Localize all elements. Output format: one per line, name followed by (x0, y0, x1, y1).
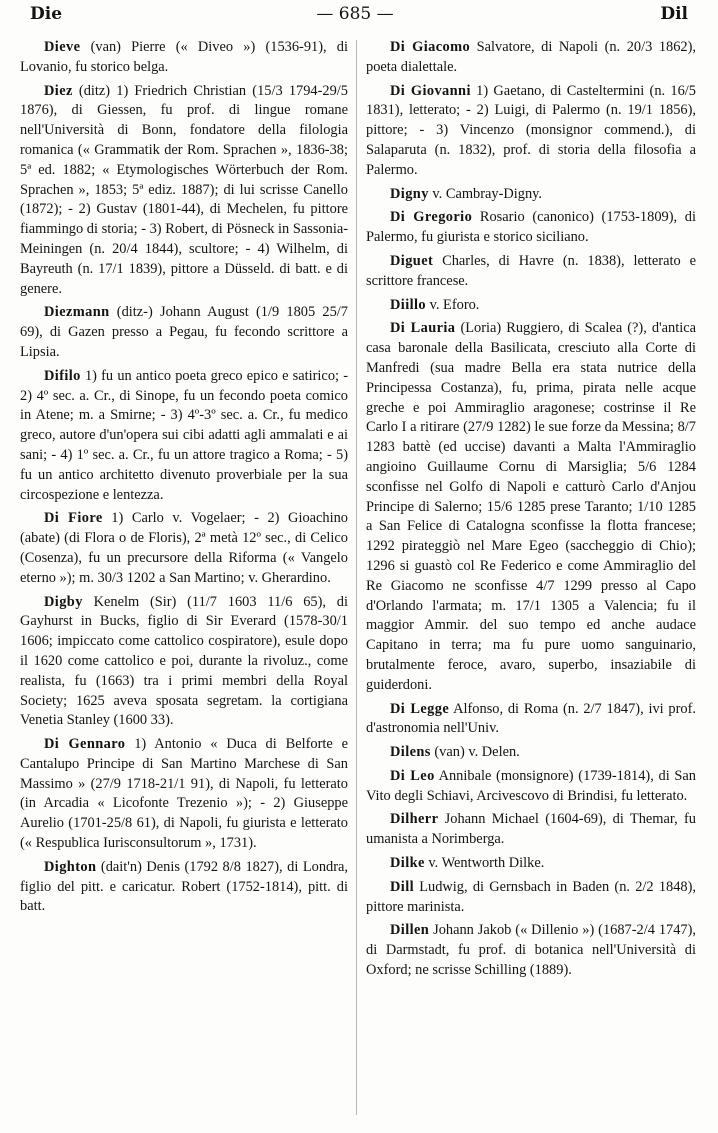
entry (366, 252, 696, 292)
entry (366, 208, 696, 248)
entry-headword: Di Fiore (44, 510, 103, 527)
entry-headword: Diillo (390, 296, 426, 313)
entry-text: 1) Gaetano, di Casteltermini (n. 16/5 1831), letterato; - 2) Luigi, di Palermo (n. 19/1 1856), pittore; - 3) Vincenzo (monsignor commend.), di Salaparuta (n. 1832), prof. di storia della filosofia a Palermo. (366, 82, 696, 178)
entry (366, 878, 696, 918)
entry (366, 296, 696, 316)
entry-text: Rosario (canonico) (1753-1809), di Palermo, fu giurista e storico siciliano. (366, 209, 696, 246)
header-left-guideword: Die (30, 4, 63, 24)
entry-headword: Di Lauria (390, 320, 456, 337)
entry (366, 38, 696, 78)
entry-headword: Digny (390, 185, 429, 202)
entry (366, 921, 696, 980)
entry (20, 38, 348, 78)
entry-text: 1) Carlo v. Vogelaer; - 2) Gioachino (abate) (di Flora o de Floris), 2ª metà 12º sec., di Celico (Cosenza), fu un precursore della Riforma (« Vangelo eterno »); m. 30/3 1202 a San Martino; v. Gherardino. (20, 510, 348, 586)
entry-text: (ditz) 1) Friedrich Christian (15/3 1794-29/5 1876), di Giessen, fu prof. di lingue romane nell'Università di Bonn, fondatore della filologia romanica (« Grammatik der Rom. Sprachen », 1836-38; 5ª ed. 1882; « Etymologisches Wörterbuch der Rom. Sprachen », 1853; 5ª ediz. 1887); di lui scrisse Canello (1872); - 2) Gustav (1801-44), di Mechelen, fu pittore fiammingo di storia; - 3) Robert, di Pösneck in Sassonia-Meiningen (n. 20/4 1844), scultore; - 4) Wilhelm, di Bayreuth (n. 17/1 1839), pittore a Düsseld. di batt. e di genere. (20, 82, 348, 297)
entry-text: Johann Jakob (« Dillenio ») (1687-2/4 1747), di Darmstadt, fu prof. di botanica nell'Università di Oxford; ne scrisse Schilling (1889). (366, 922, 696, 979)
entry-headword: Diez (44, 82, 73, 99)
entry (366, 743, 696, 763)
entry-text: 1) Antonio « Duca di Belforte e Cantalupo Principe di San Martino Marchese di San Massimo » (27/9 1718-21/1 91), di Napoli, fu letterato (in Arcadia « Licofonte Trezenio »); - 2) Giuseppe Aurelio (1701-25/8 61), di Napoli, fu giurista e letterato (« Respublica Iurisconsultorum », 1731). (20, 736, 348, 852)
entry (366, 854, 696, 874)
left-column (20, 38, 348, 1128)
entry-headword: Diezmann (44, 304, 110, 321)
entry-headword: Di Leo (390, 767, 435, 784)
column-divider (356, 40, 357, 1115)
entry-headword: Digby (44, 593, 83, 610)
entry (366, 767, 696, 807)
entry-headword: Dillen (390, 922, 430, 939)
entry-text: (dait'n) Denis (1792 8/8 1827), di Londra, figlio del pitt. e caricatur. Robert (1752-1814), pitt. di batt. (20, 858, 348, 915)
entry-text: v. Eforo. (425, 296, 480, 313)
entry-headword: Di Giovanni (390, 82, 471, 99)
entry-text: Alfonso, di Roma (n. 2/7 1847), ivi prof. d'astronomia nell'Univ. (366, 700, 696, 737)
entry (20, 593, 348, 732)
entry-text: Johann Michael (1604-69), di Themar, fu umanista a Norimberga. (366, 811, 696, 848)
entry (366, 185, 696, 205)
entry-text: v. Wentworth Dilke. (424, 855, 545, 872)
entry-headword: Difilo (44, 367, 81, 384)
entry-text: 1) fu un antico poeta greco epico e satirico; - 2) 4º sec. a. Cr., di Sinope, fu un fecondo poeta comico in Atene; m. a Smirne; - 3) 4º-3º sec. a. Cr., fu medico greco, autore d'un'opera sui cibi adatti agli ammalati e ai sani; - 4) 1º sec. a. Cr., fu un attore tragico a Roma; - 5) fu un antico architetto divenuto proverbiale per la sua circospezione e lentezza. (20, 367, 348, 503)
entry-text: (van) v. Delen. (430, 744, 520, 761)
entry (20, 858, 348, 917)
entry-text: Annibale (monsignore) (1739-1814), di San Vito degli Schiavi, Arcivescovo di Brindisi, fu letterato. (366, 767, 696, 804)
entry (366, 810, 696, 850)
entry-headword: Dighton (44, 858, 97, 875)
entry (20, 303, 348, 362)
entry-text: Salvatore, di Napoli (n. 20/3 1862), poeta dialettale. (366, 39, 696, 75)
entry-headword: Dill (390, 878, 414, 895)
entry (366, 700, 696, 740)
right-column (366, 38, 696, 1128)
entry-text: v. Cambray-Digny. (428, 185, 543, 202)
page-header (0, 0, 718, 26)
entry-headword: Di Gennaro (44, 736, 126, 753)
entry-text: Ludwig, di Gernsbach in Baden (n. 2/2 1848), pittore marinista. (366, 878, 696, 915)
entry (20, 509, 348, 588)
entry-headword: Dieve (44, 39, 81, 55)
entry-headword: Di Legge (390, 700, 450, 717)
entry-text: (Loria) Ruggiero, di Scalea (?), d'antica casa baronale della Basilicata, cresciuto alla Corte di Manfredi (sua madre Bella era stata nutrice della Principessa Costanza), fu, prima, pirata nelle acque greche e poi Ammiraglio aragonese; costrinse il Re Carlo I a ritirare (27/9 1282) le sue forze da Messina; 8/7 1283 battè (ed uccise) davanti a Malta l'Ammiraglio angioino Guillaume Cornu di Marsiglia; 5/6 1284 sconfisse nel Golfo di Napoli e catturò Carlo d'Anjou Principe di Salerno; 15/6 1285 prese Taranto; 1/10 1285 a San Felice di Catalogna sconfisse la flotta francese; 1292 piratеggiò nel Mare Egeo (saccheggio di Chio); 1296 si guastò col Re Federico e come Ammiraglio del Re Giacomo ne sconfisse 4/7 1299 presso al Capo d'Orlando l'armata; m. 17/1 1305 a Valencia; fu il maggior Ammir. del suo tempo ed anche audace Capitano in terra; ma fu pure uomo sanguinario, brutalmente feroce, avaro, superbo, insaziabile di guiderdoni. (366, 320, 696, 693)
entry-headword: Di Gregorio (390, 209, 473, 226)
entry-text: Charles, di Havre (n. 1838), letterato e scrittore francese. (366, 252, 696, 289)
entry-text: Kenelm (Sir) (11/7 1603 11/6 65), di Gayhurst in Bucks, figlio di Sir Everard (1578-30/1 1606; impiccato come cattolico cospiratore), esule dopo il 1620 come cattolico e poi, durante la rivoluz., come realista, fu (1663) tra i primi membri della Royal Society; 1625 aveva sposata segretam. la cortigiana Venetia Stanley (1600 33). (20, 593, 348, 729)
entry-headword: Dilherr (390, 811, 439, 828)
entry (20, 82, 348, 300)
entry (20, 367, 348, 506)
entry-text: (ditz-) Johann August (1/9 1805 25/7 69), di Gazen presso a Pegau, fu fecondo scrittore a Lipsia. (20, 304, 348, 360)
entry-headword: Diguet (390, 252, 434, 269)
entry (366, 82, 696, 181)
header-right-guideword: Dil (660, 4, 688, 24)
entry (366, 319, 696, 695)
entry-text: (van) Pierre (« Diveo ») (1536-91), di Lovanio, fu storico belga. (20, 39, 348, 75)
entry-headword: Di Giacomo (390, 39, 471, 55)
entry-headword: Dilke (390, 855, 425, 872)
page-number: — 685 — (316, 4, 394, 24)
entry-headword: Dilens (390, 744, 431, 761)
entry (20, 735, 348, 854)
